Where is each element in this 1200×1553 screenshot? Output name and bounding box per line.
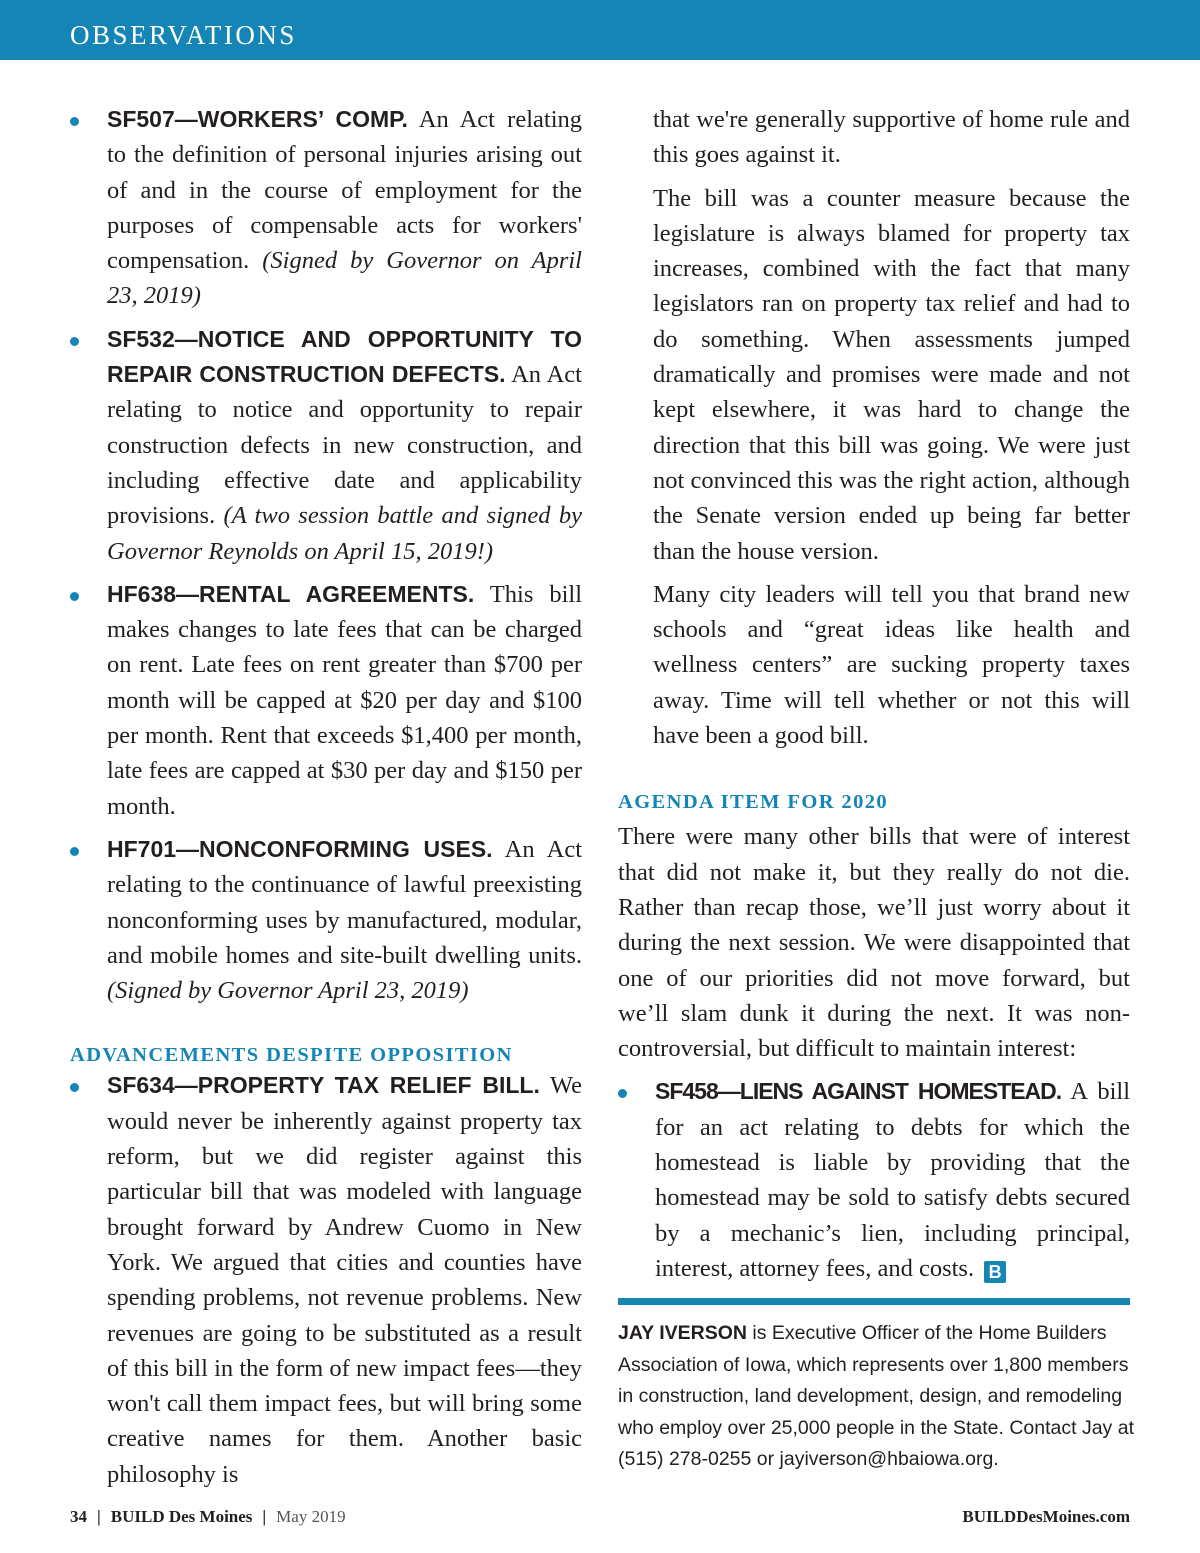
bill-title: SF634—PROPERTY TAX RELIEF BILL. [107,1072,540,1099]
bill-item-sf507 [70,102,582,314]
website-link[interactable]: BUILDDesMoines.com [962,1507,1130,1526]
continued-paragraph: Many city leaders will tell you that brand new schools and “great ideas like health and wellness centers” are sucking property taxes away. Time will tell whether or not this will have been a good bill. [653,580,1130,750]
bill-item-sf458 [618,1074,1130,1286]
publication-name: BUILD Des Moines [110,1507,253,1526]
bill-item-hf638 [70,577,582,824]
author-bio [618,1318,1138,1476]
bill-description: A bill for an act relating to debts for which the homestead is liable by providing that the homestead may be sold to satisfy debts secured by a mechanic’s lien, including principal, interest, attorney fees, and costs. [655,1078,1130,1282]
bill-item-hf701 [70,832,582,1008]
bullet-dot-icon [70,592,79,601]
bill-description: An Act relating to the definition of personal injuries arising out of and in the course of employment for the purposes of compensable acts for workers' compensation. [107,106,583,275]
bill-description: This bill makes changes to late fees that can be charged on rent. Late fees on rent greater than $700 per month will be capped at $20 per day and $100 per month. Rent that exceeds $1,400 per month, late fees are capped at $30 per day and $150 per month. [107,580,582,820]
agenda-intro: There were many other bills that were of interest that did not make it, but they really do not die. Rather than recap those, we’ll just worry about it during the next session. We were disappointed that one of our priorities did not move forward, but we’ll slam dunk it during the next. It was non-controversial, but difficult to maintain interest: [618,823,1130,1063]
bullet-dot-icon [70,117,79,126]
footer-separator: | [97,1507,101,1526]
bill-description: We would never be inherently against property tax reform, but we did register against this particular bill that was modeled with language brought forward by Andrew Cuomo in New York. We argued that cities and counties have spending problems, not revenue problems. New revenues are going to be substituted as a result of this bill in the form of new impact fees—they won't call them impact fees, but will bring some creative names for them. Another basic philosophy is [107,1072,583,1488]
right-column [618,102,1130,1294]
bill-note: (A two session battle and signed by Governor Reynolds on April 15, 2019!) [107,502,583,565]
continued-paragraph: that we're generally supportive of home rule and this goes against it. [653,106,1130,169]
author-bio-text: is Executive Officer of the Home Builders Association of Iowa, which represents over 1,800 members in construction, land development, design, and remodeling who employ over 25,000 people in the State. Contact Jay at (515) 278-0255 or jayiverson@hbaiowa.org. [618,1322,1134,1470]
bill-item-sf634 [70,1068,582,1492]
section-title: OBSERVATIONS [70,20,297,50]
bullet-dot-icon [70,847,79,856]
section-heading-agenda: AGENDA ITEM FOR 2020 [618,791,889,814]
bill-title: HF701—NONCONFORMING USES. [107,835,493,862]
footer-separator: | [262,1507,267,1526]
bullet-dot-icon [618,1089,627,1098]
page-number: 34 [70,1507,87,1526]
author-name: JAY IVERSON [618,1322,747,1344]
footer-left [70,1507,346,1527]
build-logo-icon: B [984,1261,1006,1283]
bill-title: SF458—LIENS AGAINST HOMESTEAD. [655,1078,1062,1105]
bill-note: (Signed by Governor April 23, 2019) [107,977,469,1005]
section-heading-advancements: ADVANCEMENTS DESPITE OPPOSITION [70,1044,513,1067]
bill-title: HF638—RENTAL AGREEMENTS. [107,580,475,607]
bill-note: (Signed by Governor on April 23, 2019) [107,247,582,310]
issue-date: May 2019 [276,1507,346,1526]
bullet-dot-icon [70,1083,79,1092]
bill-description: An Act relating to notice and opportunity to repair construction defects in new construction, and including effective date and applicability provisions. [107,361,582,530]
continued-paragraph: The bill was a counter measure because the legislature is always blamed for property tax increases, combined with the fact that many legislators ran on property tax relief and had to do something. When assessments jumped dramatically and promises were made and not kept elsewhere, it was hard to change the direction that this bill was going. We were just not convinced this was the right action, although the Senate version ended up being far better than the house version. [653,184,1130,565]
page-footer [70,1507,1130,1533]
bio-divider [618,1298,1130,1305]
bill-description: An Act relating to the continuance of lawful preexisting nonconforming uses by manufactured, modular, and mobile homes and site-built dwelling units. [107,835,583,969]
bill-item-sf532 [70,322,582,569]
bill-title: SF532—NOTICE AND OPPORTUNITY TO REPAIR CONSTRUCTION DEFECTS. [107,325,582,388]
bullet-dot-icon [70,337,79,346]
header-bar [0,0,1200,60]
left-column [70,102,582,1500]
bill-title: SF507—WORKERS’ COMP. [107,106,408,132]
